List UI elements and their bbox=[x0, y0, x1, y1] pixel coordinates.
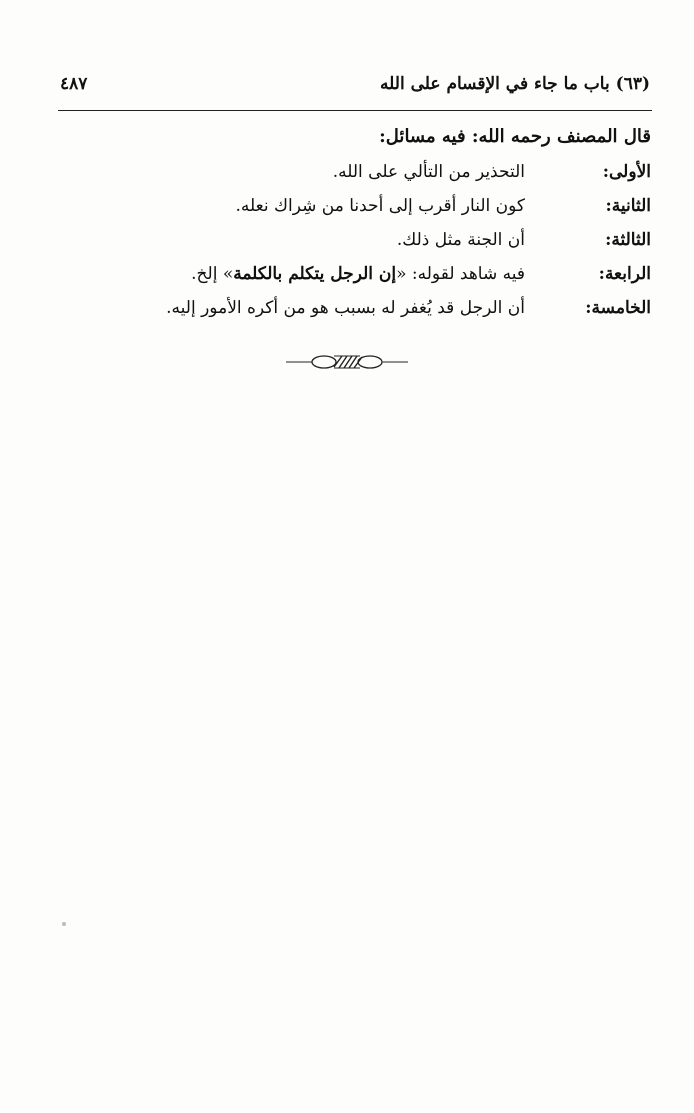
page-number: ٤٨٧ bbox=[60, 74, 88, 94]
issue-label: الأولى: bbox=[602, 162, 651, 182]
issue-text: أن الجنة مثل ذلك. bbox=[396, 230, 525, 250]
chapter-title: (٦٣) باب ما جاء في الإقسام على الله bbox=[380, 74, 650, 94]
issue-label: الخامسة: bbox=[585, 298, 651, 318]
issue-text-before: فيه شاهد لقوله: « bbox=[396, 264, 525, 284]
issue-text: أن الرجل قد يُغفر له بسبب هو من أكره الأمور إليه. bbox=[166, 298, 525, 318]
issue-label: الرابعة: bbox=[598, 264, 651, 284]
header-rule bbox=[58, 110, 652, 111]
issues-list bbox=[91, 162, 651, 332]
paper-speck bbox=[62, 922, 66, 926]
issue-text-after: » إلخ. bbox=[191, 264, 234, 284]
intro-line: قال المصنف رحمه الله: فيه مسائل: bbox=[379, 126, 651, 147]
issue-row-4 bbox=[91, 264, 651, 298]
issue-row-5 bbox=[91, 298, 651, 332]
issue-row-2 bbox=[91, 196, 651, 230]
issue-text: كون النار أقرب إلى أحدنا من شِراك نعله. bbox=[235, 196, 525, 216]
issue-row-3 bbox=[91, 230, 651, 264]
issue-label: الثالثة: bbox=[605, 230, 651, 250]
end-of-section-ornament-icon bbox=[286, 348, 408, 376]
issue-row-1 bbox=[91, 162, 651, 196]
issue-label: الثانية: bbox=[605, 196, 651, 216]
issue-text bbox=[191, 264, 525, 284]
hadith-quote: إن الرجل يتكلم بالكلمة bbox=[233, 264, 397, 284]
issue-text: التحذير من التألي على الله. bbox=[332, 162, 525, 182]
running-header bbox=[58, 66, 652, 106]
